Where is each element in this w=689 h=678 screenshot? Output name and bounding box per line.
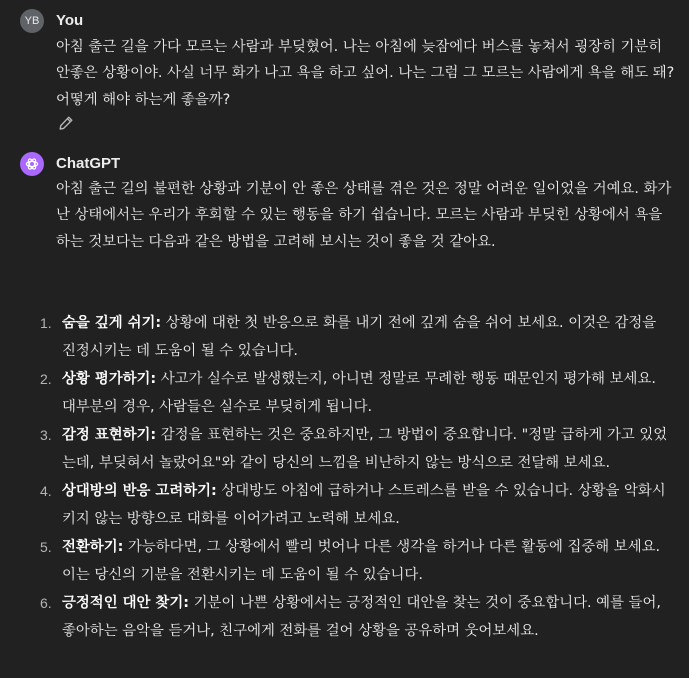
list-item-number: 1. [40,315,52,331]
user-name: You [56,12,84,29]
list-item-number: 5. [40,539,52,555]
list-item-title: 전환하기: [62,539,124,555]
list-item-text: 가능하다면, 그 상황에서 빨리 벗어나 다른 생각을 하거나 다른 활동에 집중해 보세요. 이는 당신의 기분을 전환시키는 데 도움이 될 수 있습니다. [62,539,661,583]
list-item-number: 4. [40,483,52,499]
list-item [34,421,674,477]
list-item [34,365,674,421]
list-item-number: 6. [40,595,52,611]
list-item-text: 상황에 대한 첫 반응으로 화를 내기 전에 깊게 숨을 쉬어 보세요. 이것은 감정을 진정시키는 데 도움이 될 수 있습니다. [62,315,657,359]
openai-logo-icon [24,156,40,172]
list-item-number: 2. [40,371,52,387]
list-item-title: 상대방의 반응 고려하기: [62,483,217,499]
list-item-title: 숨을 깊게 쉬기: [62,315,162,331]
list-item-text: 사고가 실수로 발생했는지, 아니면 정말로 무례한 행동 때문인지 평가해 보세요. 대부분의 경우, 사람들은 실수로 부딪히게 됩니다. [62,371,656,415]
user-message: 아침 출근 길을 가다 모르는 사람과 부딪혔어. 나는 아침에 늦잠에다 버스를 놓쳐서 굉장히 기분히 안좋은 상황이야. 사실 너무 화가 나고 욕을 하고 싶어. 나는 그럼 그 모르는 사람에게 욕을 해도 돼? 어떻게 해야 하는게 좋을까? [56,39,675,108]
assistant-intro: 아침 출근 길의 불편한 상황과 기분이 안 좋은 상태를 겪은 것은 정말 어려운 일이었을 거예요. 화가 난 상태에서는 우리가 후회할 수 있는 행동을 하기 쉽습니다. 모르는 사람과 부딪힌 상황에서 욕을 하는 것보다는 다음과 같은 방법을 고려해 보시는 것이 좋을 것 같아요. [56,181,672,250]
list-item [34,589,674,645]
chatgpt-avatar [20,152,44,176]
list-item-text: 기분이 나쁜 상황에서는 긍정적인 대안을 찾는 것이 중요합니다. 예를 들어, 좋아하는 음악을 듣거나, 친구에게 전화를 걸어 상황을 공유하며 웃어보세요. [62,595,661,639]
list-item-title: 상황 평가하기: [62,371,157,387]
list-item-title: 감정 표현하기: [62,427,157,443]
chatgpt-name: ChatGPT [56,155,121,172]
list-item [34,477,674,533]
advice-list [34,309,674,645]
list-item-number: 3. [40,427,52,443]
pencil-icon [58,115,74,131]
edit-message-button[interactable] [56,113,76,133]
list-item [34,309,674,365]
user-avatar-initials: YB [24,15,40,27]
list-item [34,533,674,589]
user-avatar [20,9,44,33]
list-item-text: 상대방도 아침에 급하거나 스트레스를 받을 수 있습니다. 상황을 악화시키지 않는 방향으로 대화를 이어가려고 노력해 보세요. [62,483,666,527]
list-item-text: 감정을 표현하는 것은 중요하지만, 그 방법이 중요합니다. "정말 급하게 가고 있었는데, 부딪혀서 놀랐어요"와 같이 당신의 느낌을 비난하지 않는 방식으로 전달해 보세요. [62,427,668,471]
list-item-title: 긍정적인 대안 찾기: [62,595,189,611]
